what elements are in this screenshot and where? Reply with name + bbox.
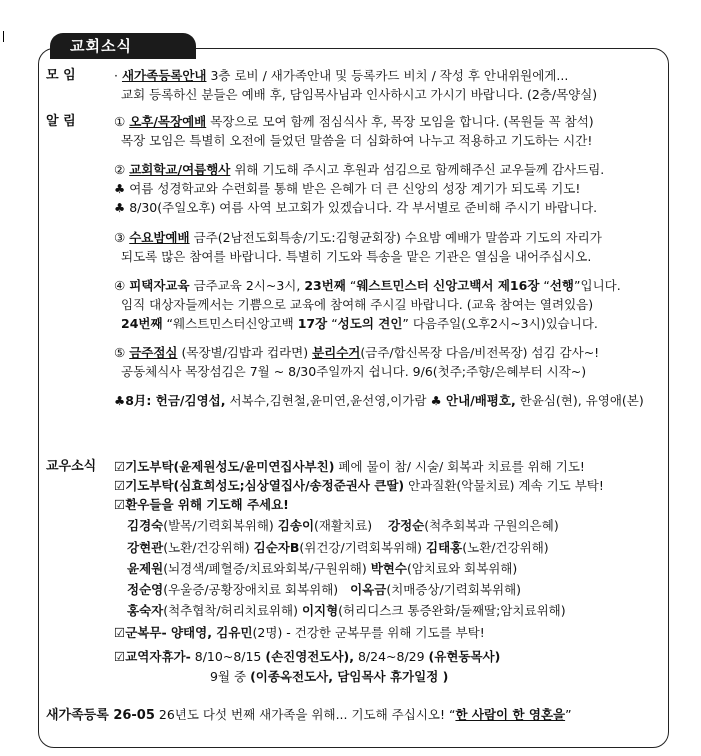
margin-mark xyxy=(3,31,4,42)
notice-4-topic: 선행 xyxy=(549,278,575,293)
patients-title: 환우들을 위해 기도해 주세요! xyxy=(125,497,289,512)
club-icon: ♣ xyxy=(114,200,126,215)
notice-5-text: (목장별/김밥과 컵라면) xyxy=(177,345,313,360)
vacation-title: 교역자휴가- xyxy=(125,649,191,664)
patient-name: 정순영 xyxy=(127,582,164,597)
prayer-request-title: 기도부탁(윤제원성도/윤미연집사부친) xyxy=(125,459,335,474)
quote-open: “ xyxy=(539,278,550,293)
notice-4-next-topic: 성도의 견인 xyxy=(337,316,403,331)
newfamily-text: 26년도 다섯 번째 새가족을 위해... 기도해 주십시오! “ xyxy=(154,707,456,722)
patient-name: 이지형 xyxy=(301,603,339,618)
quote-open: “ xyxy=(327,316,338,331)
notice-5-title: 금주점심 xyxy=(129,345,178,360)
members-item-3 xyxy=(114,496,289,513)
patient-name: 윤제원 xyxy=(127,561,164,576)
notice-2-text-2: 여름 성경학교와 수련회를 통해 받은 은혜가 더 큰 신앙의 성장 계기가 되도록 기도! xyxy=(125,181,581,196)
notice-3-title: 수요밤예배 xyxy=(129,230,190,245)
notice-4-end: ”입니다. xyxy=(574,278,621,293)
patient-row xyxy=(127,581,521,598)
notice-4-line-2: 임직 대상자들께서는 기쁨으로 교육에 참여해 주시길 바랍니다. (교육 참여는 열려있음) xyxy=(121,297,594,312)
prayer-request-text: 폐에 물이 참/ 시술/ 회복과 치료를 위해 기도! xyxy=(334,459,585,474)
patient-name: 김태홍 xyxy=(426,540,463,555)
prayer-request-title: 기도부탁(심효희성도;심상열집사/송정준권사 큰딸) xyxy=(125,478,405,493)
patient-note: (발목/기력회복위해) xyxy=(163,518,274,533)
notice-5-line-2: 공동체식사 목장섬김은 7월 ~ 8/30주일까지 쉽니다. 9/6(첫주;주향/은혜부터 시작~) xyxy=(121,364,587,379)
quote-open: “ xyxy=(345,278,357,293)
notice-2-num: ② xyxy=(114,162,126,177)
patient-row xyxy=(127,602,566,619)
patient-note: (재활치료) xyxy=(314,518,373,533)
patient-note: (허리디스크 통증완화/둘째딸;암치료위해) xyxy=(338,603,566,618)
patient-note: (노환/건강위해) xyxy=(163,540,250,555)
patient-name: 이옥금 xyxy=(350,582,387,597)
vacation-person: (손진영전도사), xyxy=(265,649,354,664)
notice-4-text: 금주교육 2시~3시, xyxy=(189,278,305,293)
notice-4-line-1 xyxy=(114,277,621,294)
military-title: 군복무- 양태영, 김유민 xyxy=(125,625,253,640)
notice-1-text: 목장으로 모여 함께 점심식사 후, 목장 모임을 합니다. (목원들 꼭 참석) xyxy=(206,114,594,129)
notice-2-line-1 xyxy=(114,161,604,178)
patient-row xyxy=(127,517,559,534)
members-item-2 xyxy=(114,477,604,494)
vacation-month: 9월 중 xyxy=(210,669,251,684)
notice-1-title: 오후/목장예배 xyxy=(129,114,207,129)
checkbox-icon: ☑ xyxy=(114,497,126,512)
prayer-request-text: 안과질환(악물치료) 계속 기도 부탁! xyxy=(404,478,604,493)
patient-name: 김송이 xyxy=(277,518,315,533)
notice-2-line-2 xyxy=(114,180,580,197)
patient-note: (치매증상/기력회복위해) xyxy=(386,582,522,597)
gathering-line-2: 교회 등록하신 분들은 예배 후, 담임목사님과 인사하시고 가시기 바랍니다. (2층/목양실) xyxy=(121,87,598,102)
newfamily-label: 새가족등록 26-05 xyxy=(46,708,155,723)
military-text: (2명) - 건강한 군복무를 위해 기도를 부탁! xyxy=(252,625,485,640)
notices-label: 알 림 xyxy=(46,114,76,129)
notice-5-recycle: 분리수거 xyxy=(312,345,361,360)
notice-5-line-1 xyxy=(114,344,599,361)
club-icon: ♣ xyxy=(430,393,442,408)
patient-note: (척추회복과 구원의은혜) xyxy=(424,518,559,533)
notice-4-chapter: 웨스트민스터 신앙고백서 제16장 xyxy=(356,278,540,293)
patient-name: 김경숙 xyxy=(127,518,164,533)
notice-4-num: ④ xyxy=(114,278,126,293)
patient-note: (뇌경색/폐혈증/치료와회복/구원위해) xyxy=(163,561,367,576)
newfamily-guide-text: 3층 로비 / 새가족안내 및 등록카드 비치 / 작성 후 안내위원에게... xyxy=(206,68,569,83)
checkbox-icon: ☑ xyxy=(114,625,126,640)
club-icon: ♣ xyxy=(114,181,126,196)
newfamily-quote: 한 사람이 한 영혼을 xyxy=(455,707,566,722)
notice-2-title: 교회학교/여름행사 xyxy=(129,162,231,177)
checkbox-icon: ☑ xyxy=(114,478,126,493)
checkbox-icon: ☑ xyxy=(114,459,126,474)
guide-names: 한윤심(현), 유영애(본) xyxy=(515,393,644,408)
patient-note: (위건강/기력회복위해) xyxy=(299,540,423,555)
offering-label: 헌금/김영섭, xyxy=(151,393,226,408)
august-label: 8月: xyxy=(125,393,152,408)
notice-1-num: ① xyxy=(114,114,126,129)
vacation-dates: 8/10~8/15 xyxy=(190,649,266,664)
notice-1-line-2: 목장 모임은 특별히 오전에 들었던 말씀을 더 심화하여 나누고 적용하고 기도하는 시간! xyxy=(121,133,593,148)
guide-label: 안내/배평호, xyxy=(441,393,516,408)
newfamily-guide-title: 새가족등록안내 xyxy=(121,68,207,83)
section-tab-title: 교회소식 xyxy=(50,33,196,59)
patient-name: 김순자B xyxy=(253,540,300,555)
military-line xyxy=(114,624,485,641)
vacation-dates: 8/24~8/29 xyxy=(353,649,429,664)
checkbox-icon: ☑ xyxy=(114,649,126,664)
notice-3-text: 금주(2남전도회특송/기도:김형균회장) 수요밤 예배가 말씀과 기도의 자리가 xyxy=(189,230,602,245)
notice-4-next-end: ” 다음주일(오후2시~3시)있습니다. xyxy=(402,316,598,331)
vacation-line-1 xyxy=(114,648,500,665)
patient-name: 강현관 xyxy=(127,540,164,555)
notice-4-session: 23번째 xyxy=(304,278,346,293)
patient-note: (암치료와 회복위해) xyxy=(406,561,518,576)
newfamily-line xyxy=(46,706,572,724)
notice-2-text-3: 8/30(주일오후) 여름 사역 보고회가 있겠습니다. 각 부서별로 준비해 주시기 바랍니다. xyxy=(125,200,598,215)
bullet: · xyxy=(114,68,118,83)
notice-4-next-chapter: 17장 xyxy=(297,316,328,331)
patient-note: (우울증/공황장애치료 회복위해) xyxy=(163,582,339,597)
patient-row xyxy=(127,560,517,577)
vacation-line-2 xyxy=(210,668,448,685)
offering-names: 서복수,김현철,윤미연,윤선영,이가람 xyxy=(225,393,431,408)
notice-3-num: ③ xyxy=(114,230,126,245)
club-icon: ♣ xyxy=(114,393,126,408)
members-item-1 xyxy=(114,458,585,475)
quote-close: ” xyxy=(565,707,572,722)
members-label: 교우소식 xyxy=(46,459,97,474)
notice-4-line-3 xyxy=(121,315,598,332)
patient-name: 홍숙자 xyxy=(127,603,164,618)
notice-2-line-3 xyxy=(114,199,597,216)
vacation-person: (이종옥전도사, 담임목사 휴가일정 ) xyxy=(250,669,449,684)
patient-note: (노환/건강위해) xyxy=(462,540,549,555)
patient-name: 박현수 xyxy=(370,561,407,576)
notice-4-next-text: “웨스트민스터신앙고백 xyxy=(162,316,298,331)
vacation-person: (유현동목사) xyxy=(428,649,501,664)
august-duty-line xyxy=(114,392,644,409)
notice-1-line-1 xyxy=(114,113,594,130)
patient-note: (척추협착/허리치료위해) xyxy=(163,603,298,618)
notice-5-num: ⑤ xyxy=(114,345,126,360)
patient-row xyxy=(127,539,549,556)
notice-4-title: 피택자교육 xyxy=(129,278,190,293)
notice-3-line-1 xyxy=(114,229,602,246)
notice-4-next-session: 24번째 xyxy=(121,316,163,331)
notice-5-text-2: (금주/합신목장 다음/비전목장) 섬김 감사~! xyxy=(360,345,600,360)
gathering-line-1 xyxy=(114,67,568,84)
notice-2-text: 위해 기도해 주시고 후원과 섬김으로 함께해주신 교우들께 감사드림. xyxy=(230,162,605,177)
notice-3-line-2: 되도록 많은 참여를 바랍니다. 특별히 기도와 특송을 맡은 기관은 열심을 내어주십시오. xyxy=(121,249,592,264)
gathering-label: 모 임 xyxy=(46,68,76,83)
patient-name: 강정순 xyxy=(388,518,425,533)
